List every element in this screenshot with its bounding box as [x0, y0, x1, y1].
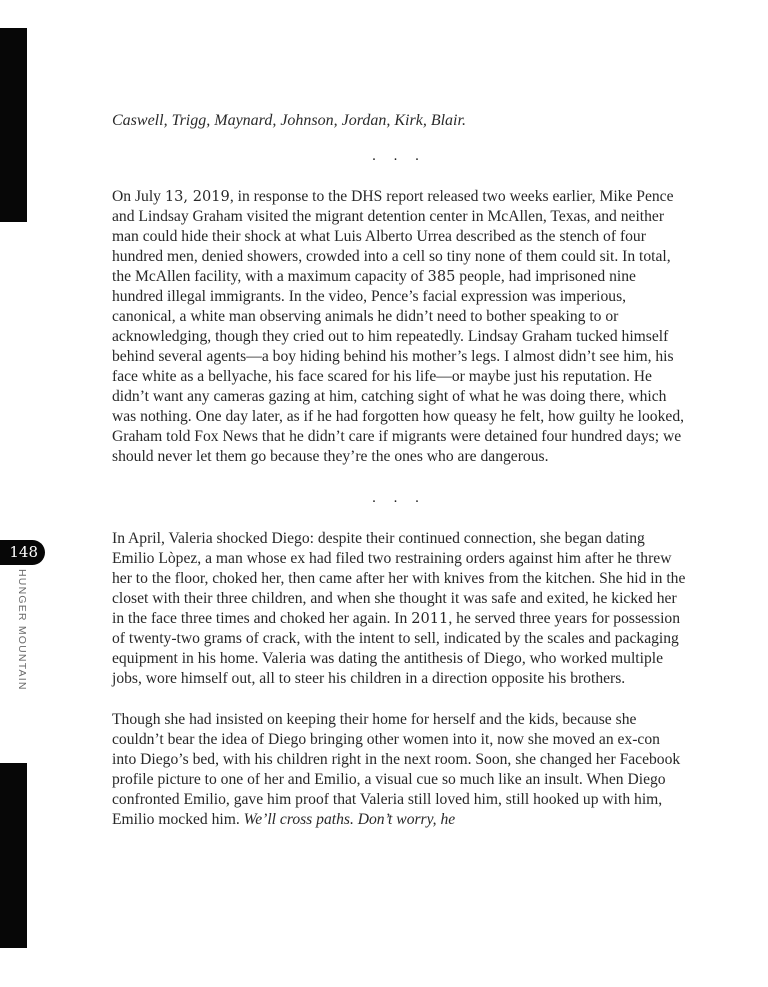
left-edge-bar-top — [0, 28, 27, 222]
body-paragraph — [112, 187, 686, 467]
text-run-italic: We’ll cross paths. Don’t worry, he — [243, 811, 456, 828]
page-content — [112, 110, 686, 851]
text-run-plain: people, had imprisoned nine hundred illegal immigrants. In the video, Pence’s facial expression was imperious, canonical, a white man observing animals he didn’t need to bother speaking to or acknowledging, though they cried out to him repeatedly. Lindsay Graham tucked himself behind several agents—a boy hiding behind his mother’s legs. I almost didn’t see him, his face white as a bellyache, his face scared for his life—or maybe just his reputation. He didn’t want any cameras gazing at him, catching sight of what he was doing there, which was nothing. One day later, as if he had forgotten how queasy he felt, how guilty he looked, Graham told Fox News that he didn’t care if migrants were detained four hundred days; we should never let them go because they’re the ones who are dangerous. — [112, 268, 685, 465]
text-run-plain: , in response to the DHS report released two weeks earlier, Mike Pence and Lindsay Graham visited the migrant detention center in McAllen, Texas, and neither man could hide their shock at what Luis Alberto Urrea described as the stench of four hundred men, denied showers, crowded into a cell so tiny none of them could sit. In total, the McAllen facility, with a maximum capacity of — [112, 188, 674, 285]
section-separator: . . . — [372, 490, 426, 506]
page-number-tab — [0, 540, 45, 565]
text-run-plain: Though she had insisted on keeping their home for herself and the kids, because she couldn’t bear the idea of Diego bringing other women into it, now she moved an ex-con into Diego’s bed, with his children right in the next room. Soon, she changed her Facebook profile picture to one of her and Emilio, a visual cue so much like an insult. When Diego confronted Emilio, gave him proof that Valeria still loved him, still hooked up with him, Emilio mocked him. — [112, 711, 681, 828]
text-run-plain: In April, Valeria shocked Diego: despite their continued connection, she began dating Emilio Lòpez, a man whose ex had filed two restraining orders against him after he threw her to the floor, choked her, then came after her with knives from the kitchen. She hid in the closet with their three children, and when she thought it was safe and exited, he kicked her in the face three times and choked her again. In — [112, 530, 686, 627]
text-run-plain: , he served three years for possession of twenty-two grams of crack, with the intent to sell, indicated by the scales and packaging equipment in his home. Valeria was dating the antithesis of Diego, who worked multiple jobs, wore himself out, all to steer his children in a direction opposite his brothers. — [112, 610, 680, 687]
body-paragraph — [112, 529, 686, 689]
text-run-num: 13, 2019 — [164, 188, 230, 205]
left-edge-bar-bottom — [0, 763, 27, 948]
body-text — [112, 146, 686, 830]
text-run-plain: On July — [112, 188, 165, 205]
text-run-num: 2011 — [411, 610, 449, 627]
text-run-num: 385 — [427, 268, 456, 285]
section-separator: . . . — [372, 148, 426, 164]
page-number: 148 — [9, 543, 38, 561]
journal-title-vertical: HUNGER MOUNTAIN — [16, 569, 28, 691]
body-paragraph — [112, 710, 686, 830]
authors-line: Caswell, Trigg, Maynard, Johnson, Jordan, Kirk, Blair. — [112, 112, 466, 129]
